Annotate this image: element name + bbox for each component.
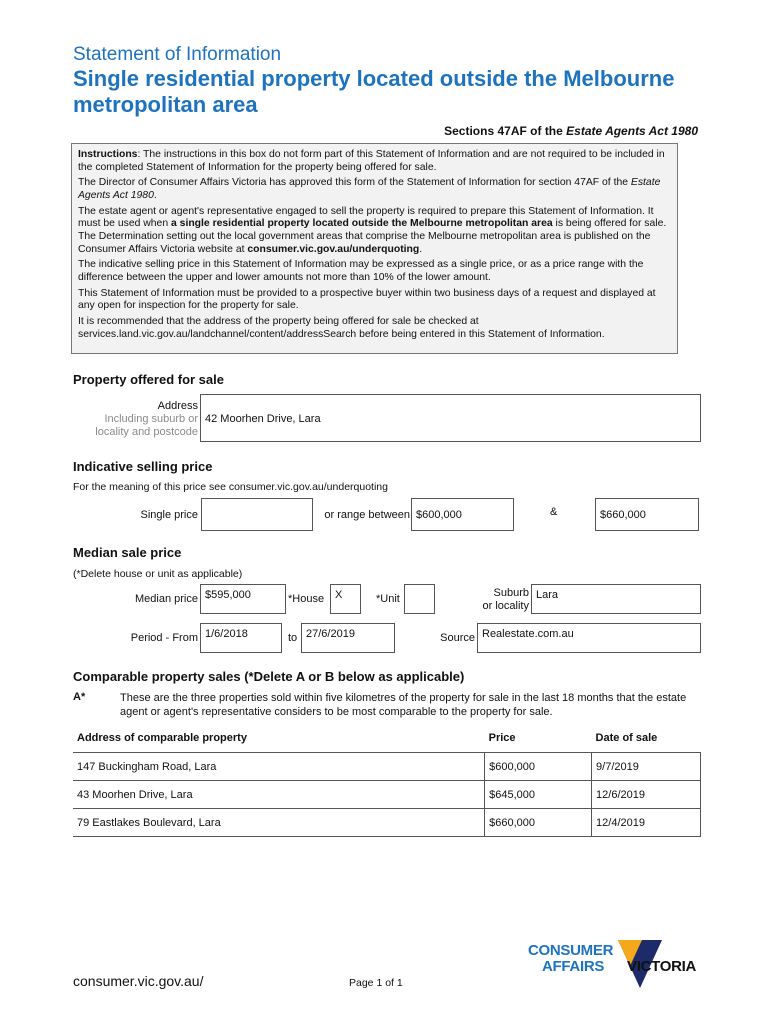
logo-text-affairs: AFFAIRS [542,958,605,975]
row-price[interactable]: $660,000 [485,809,592,837]
period-to-field[interactable]: 27/6/2019 [301,623,395,653]
instructions-para-4: The indicative selling price in this Statement of Information may be expressed as a single price, or as a price range with the difference between the upper and lower amounts not more than 10% of the lower amount. [78,259,644,283]
row-price[interactable]: $600,000 [485,753,592,781]
source-label: Source [440,632,475,644]
period-from-field[interactable]: 1/6/2018 [200,623,282,653]
median-price-label: Median price [135,593,198,605]
period-from-label: Period - From [130,632,198,644]
instructions-para-5: This Statement of Information must be provided to a prospective buyer within two business days of a request and displayed at any open for inspection for the property for sale. [78,287,656,312]
footer-url[interactable]: consumer.vic.gov.au/ [73,973,204,989]
logo-text-victoria: VICTORIA [627,958,696,975]
range-ampersand: & [550,506,558,518]
indicative-note: For the meaning of this price see consumer.vic.gov.au/underquoting [73,481,388,493]
indicative-section-title: Indicative selling price [73,459,213,474]
source-field[interactable]: Realestate.com.au [477,623,701,653]
header-address: Address of comparable property [77,732,247,744]
row-date[interactable]: 12/4/2019 [592,809,701,837]
comparable-table [73,724,701,837]
median-price-field[interactable]: $595,000 [200,584,286,614]
row-date[interactable]: 12/6/2019 [592,781,701,809]
row-price[interactable]: $645,000 [485,781,592,809]
unit-label: *Unit [376,593,400,605]
table-row [73,753,701,781]
header-price: Price [488,732,516,744]
table-header-row [73,724,701,753]
instructions-box [71,143,678,354]
option-a-label: A* [73,691,86,703]
unit-field[interactable] [404,584,435,614]
house-field[interactable]: X [330,584,361,614]
median-note: (*Delete house or unit as applicable) [73,568,243,580]
suburb-label: Suburb or locality [482,587,529,612]
underquoting-link[interactable]: consumer.vic.gov.au/underquoting [247,243,420,255]
instructions-para-6: It is recommended that the address of the property being offered for sale be checked at services.land.vic.gov.au/landchannel/content/addressSearch before being entered in this Statement of Information. [78,316,605,340]
instructions-para-3: The estate agent or agent's representative engaged to sell the property is required to prepare this Statement of Information. It must be used when a single residential property located outside the Melbourne metropolitan area is being offered for sale. The Determination setting out the local government areas that comprise the Melbourne metropolitan area is published on the Consumer Affairs Victoria website at consumer.vic.gov.au/underquoting. [78,205,667,255]
table-row [73,781,701,809]
form-title: Single residential property located outside the Melbourne metropolitan area [73,66,675,117]
range-low-field[interactable]: $600,000 [411,498,514,531]
single-price-label: Single price [140,509,198,521]
header-date: Date of sale [595,732,658,744]
comparable-section-title: Comparable property sales (*Delete A or B below as applicable) [73,669,465,684]
address-label: Address Including suburb or locality and postcode [95,400,198,438]
row-address[interactable]: 147 Buckingham Road, Lara [73,753,485,781]
option-a-text: These are the three properties sold within five kilometres of the property for sale in the last 18 months that the estate agent or agent's representative considers to be most comparable to the property for sale. [120,692,687,718]
instructions-para-1: Instructions: The instructions in this box do not form part of this Statement of Information and are not required to be included in the completed Statement of Information for the property being offered for sale. [78,149,665,173]
logo-text-consumer: CONSUMER [528,942,614,959]
instructions-para-2: The Director of Consumer Affairs Victoria has approved this form of the Statement of Information for section 47AF of the Estate Agents Act 1980. [78,177,661,201]
page-number: Page 1 of 1 [349,977,403,989]
single-price-field[interactable] [201,498,313,531]
suburb-field[interactable]: Lara [531,584,701,614]
property-section-title: Property offered for sale [73,372,224,387]
range-between-label: or range between [324,509,410,521]
row-date[interactable]: 9/7/2019 [592,753,701,781]
consumer-affairs-victoria-logo [528,940,704,996]
period-to-label: to [288,632,298,644]
house-label: *House [288,593,325,605]
median-section-title: Median sale price [73,545,182,560]
row-address[interactable]: 79 Eastlakes Boulevard, Lara [73,809,485,837]
address-field[interactable]: 42 Moorhen Drive, Lara [200,394,701,442]
sections-reference: Sections 47AF of the Estate Agents Act 1980 [444,124,698,138]
range-high-field[interactable]: $660,000 [595,498,699,531]
row-address[interactable]: 43 Moorhen Drive, Lara [73,781,485,809]
form-subtitle: Statement of Information [73,44,282,65]
table-row [73,809,701,837]
